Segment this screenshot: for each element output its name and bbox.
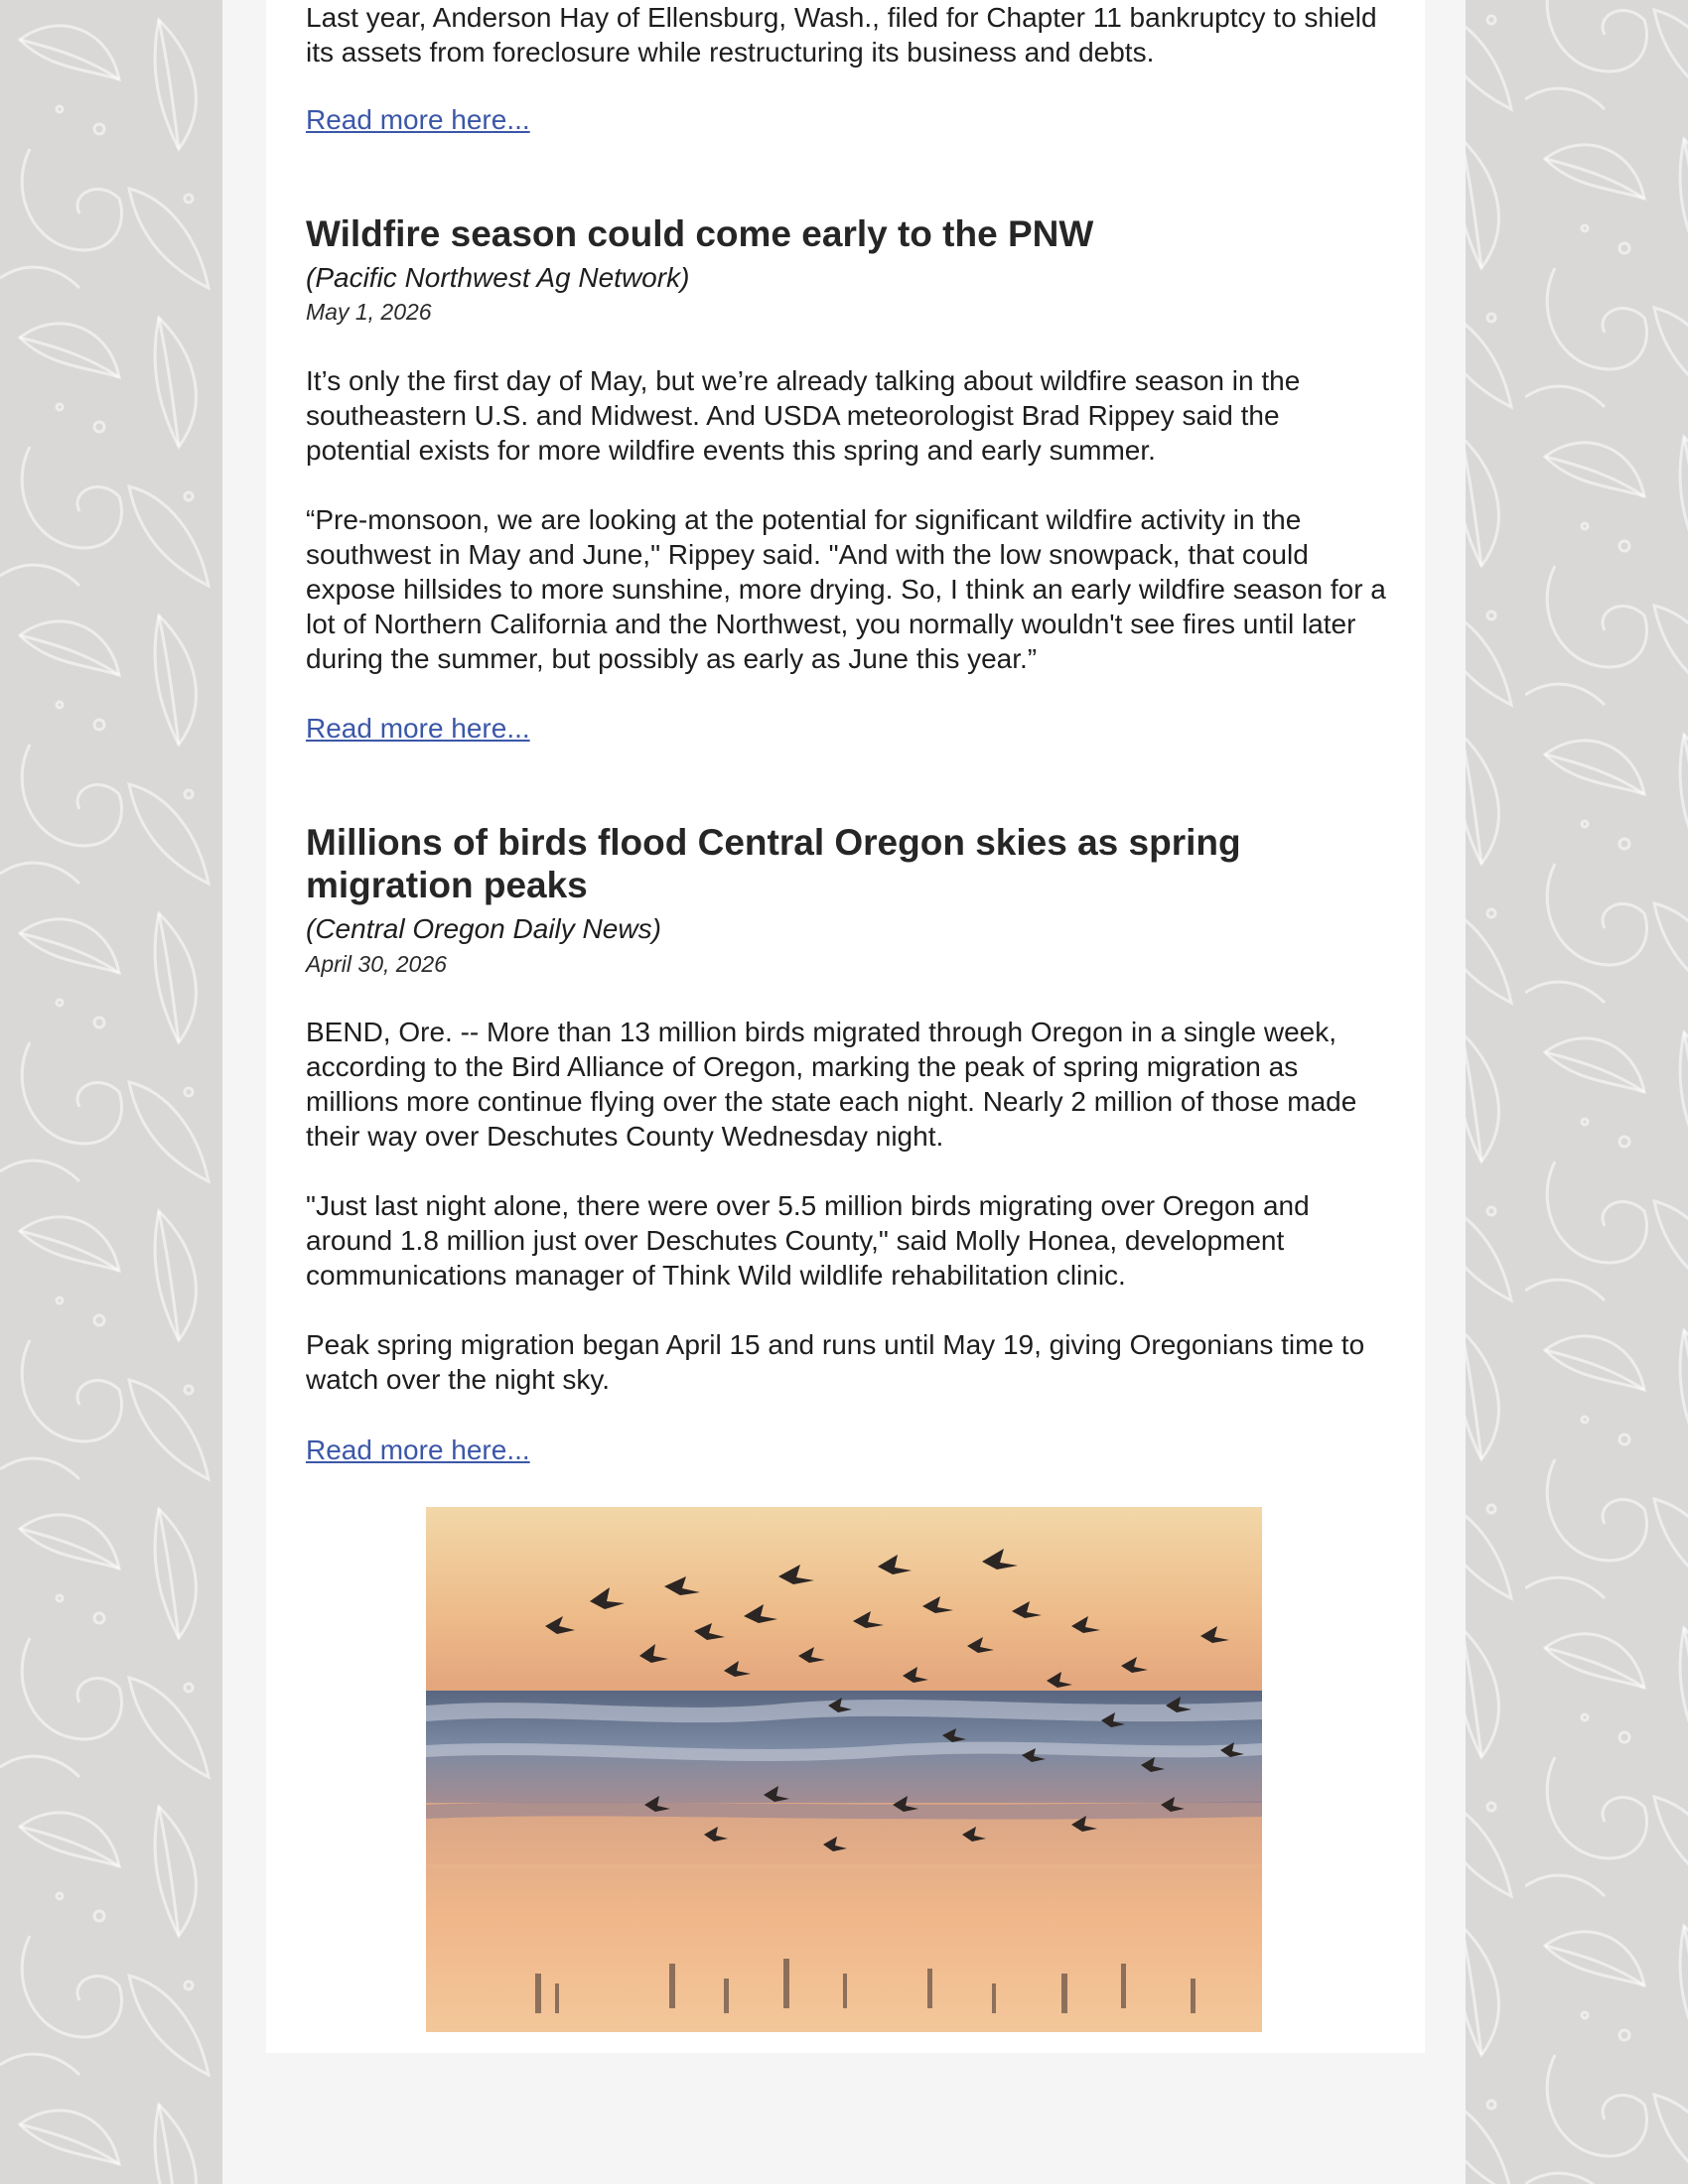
article-headline: Wildfire season could come early to the PNW: [306, 213, 1094, 254]
article-source: (Central Oregon Daily News): [306, 913, 661, 944]
article-date: April 30, 2026: [306, 951, 447, 977]
article-headline: Millions of birds flood Central Oregon skies as spring migration peaks: [306, 822, 1241, 905]
article-source: (Pacific Northwest Ag Network): [306, 262, 690, 293]
birds-at-sunset-beach-icon: [426, 1507, 1262, 2032]
article-paragraph: “Pre-monsoon, we are looking at the potential for significant wildfire activity in the southwest in May and June," Rippey said. "And with the low snowpack, that could expose hillsides to more sunshine, more drying. So, I think an early wildfire season for a lot of Northern California and the Northwest, you normally wouldn't see fires until later during the summer, but possibly as early as June this year.”: [306, 504, 1386, 674]
read-more-link[interactable]: Read more here...: [306, 104, 530, 135]
article-paragraph: Peak spring migration began April 15 and runs until May 19, giving Oregonians time to watch over the night sky.: [306, 1329, 1365, 1395]
article-paragraph: Last year, Anderson Hay of Ellensburg, Wash., filed for Chapter 11 bankruptcy to shield its assets from foreclosure while restructuring its business and debts.: [306, 2, 1377, 68]
article-paragraph: It’s only the first day of May, but we’re already talking about wildfire season in the southeastern U.S. and Midwest. And USDA meteorologist Brad Rippey said the potential exists for more wildfire events this spring and early summer.: [306, 365, 1301, 466]
read-more-link[interactable]: Read more here...: [306, 1434, 530, 1465]
article-paragraph: BEND, Ore. -- More than 13 million birds migrated through Oregon in a single week, according to the Bird Alliance of Oregon, marking the peak of spring migration as millions more continue flying over the state each night. Nearly 2 million of those made their way over Deschutes County Wednesday night.: [306, 1017, 1357, 1152]
article-date: May 1, 2026: [306, 299, 432, 325]
birds-at-sunset-beach-photo: [426, 1507, 1262, 2032]
leaf-pattern-left: [0, 0, 222, 2184]
leaf-pattern-right: [1466, 0, 1688, 2184]
leaf-pattern-icon: [0, 0, 222, 2184]
read-more-link[interactable]: Read more here...: [306, 713, 530, 744]
article-paragraph: "Just last night alone, there were over 5.5 million birds migrating over Oregon and around 1.8 million just over Deschutes County," said Molly Honea, development communications manager of Think Wild wildlife rehabilitation clinic.: [306, 1190, 1310, 1291]
leaf-pattern-icon: [1466, 0, 1688, 2184]
